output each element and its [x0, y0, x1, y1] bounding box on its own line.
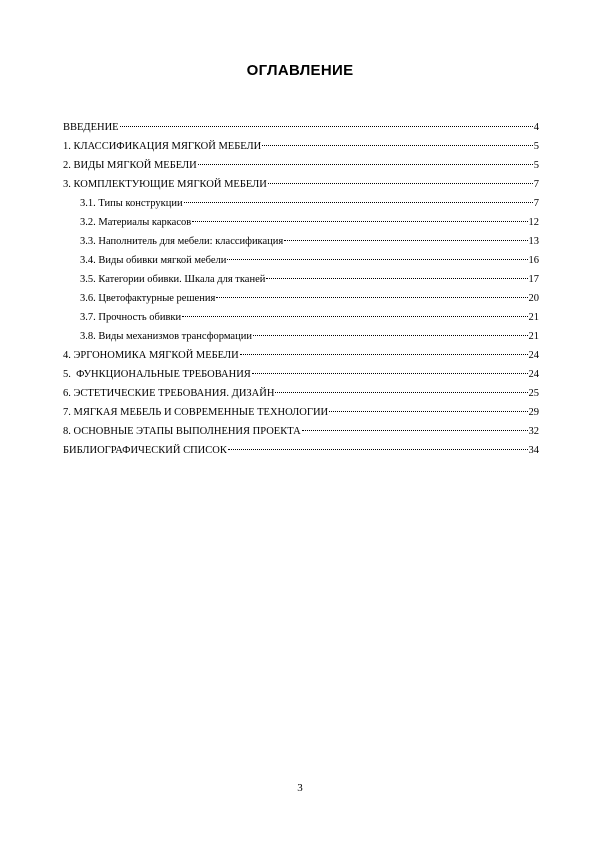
toc-entry-label: 3.8. Виды механизмов трансформации [80, 331, 252, 342]
toc-entry-label: БИБЛИОГРАФИЧЕСКИЙ СПИСОК [63, 445, 227, 456]
toc-entry-page: 16 [528, 255, 539, 266]
toc-entry-label: 1. КЛАССИФИКАЦИЯ МЯГКОЙ МЕБЕЛИ [63, 141, 262, 152]
toc-entry-label: 3.7. Прочность обивки [80, 312, 182, 323]
toc-entry-page: 5 [533, 160, 539, 171]
toc-entry-label: 7. МЯГКАЯ МЕБЕЛЬ И СОВРЕМЕННЫЕ ТЕХНОЛОГИИ [63, 407, 329, 418]
toc-entry[interactable] [63, 365, 539, 384]
toc-entry-label: 6. ЭСТЕТИЧЕСКИЕ ТРЕБОВАНИЯ. ДИЗАЙН [63, 388, 275, 399]
dot-leader [227, 259, 527, 260]
toc-entry-label: 3.2. Материалы каркасов [80, 217, 192, 228]
dot-leader [253, 335, 528, 336]
dot-leader [302, 430, 528, 431]
dot-leader [268, 183, 533, 184]
toc-entry-page: 17 [528, 274, 539, 285]
toc-entry-label: ВВЕДЕНИЕ [63, 122, 119, 133]
toc-entry-page: 4 [533, 122, 539, 133]
toc-entry[interactable] [63, 422, 539, 441]
toc-subentry[interactable] [63, 213, 539, 232]
dot-leader [192, 221, 527, 222]
dot-leader [275, 392, 527, 393]
toc-entry[interactable] [63, 441, 539, 460]
toc-entry-page: 7 [533, 198, 539, 209]
toc-entry-label: 3.4. Виды обивки мягкой мебели [80, 255, 227, 266]
toc-entry[interactable] [63, 346, 539, 365]
dot-leader [252, 373, 528, 374]
toc-subentry[interactable] [63, 194, 539, 213]
toc-subentry[interactable] [63, 289, 539, 308]
toc-entry[interactable] [63, 156, 539, 175]
toc-title: ОГЛАВЛЕНИЕ [246, 62, 354, 79]
toc-entry-label: 3.5. Категории обивки. Шкала для тканей [80, 274, 266, 285]
toc-entry-label: 4. ЭРГОНОМИКА МЯГКОЙ МЕБЕЛИ [63, 350, 239, 361]
toc-entry[interactable] [63, 384, 539, 403]
toc-entry-label: 2. ВИДЫ МЯГКОЙ МЕБЕЛИ [63, 160, 197, 171]
toc-entry[interactable] [63, 137, 539, 156]
toc-subentry[interactable] [63, 308, 539, 327]
toc-subentry[interactable] [63, 251, 539, 270]
toc-entry-page: 24 [528, 350, 539, 361]
dot-leader [120, 126, 533, 127]
dot-leader [284, 240, 527, 241]
toc-entry-page: 32 [528, 426, 539, 437]
dot-leader [329, 411, 527, 412]
toc-list [63, 118, 539, 460]
toc-entry-page: 34 [528, 445, 539, 456]
dot-leader [216, 297, 527, 298]
toc-subentry[interactable] [63, 232, 539, 251]
toc-entry-label: 3. КОМПЛЕКТУЮЩИЕ МЯГКОЙ МЕБЕЛИ [63, 179, 267, 190]
toc-subentry[interactable] [63, 327, 539, 346]
toc-entry-label: 8. ОСНОВНЫЕ ЭТАПЫ ВЫПОЛНЕНИЯ ПРОЕКТА [63, 426, 301, 437]
page-number: 3 [297, 782, 303, 794]
toc-entry-page: 20 [528, 293, 539, 304]
toc-entry-label: 3.3. Наполнитель для мебели: классификация [80, 236, 284, 247]
toc-entry-page: 24 [528, 369, 539, 380]
toc-entry-label: 3.1. Типы конструкции [80, 198, 183, 209]
toc-entry-page: 21 [528, 312, 539, 323]
toc-entry-page: 12 [528, 217, 539, 228]
toc-entry-page: 25 [528, 388, 539, 399]
dot-leader [182, 316, 527, 317]
dot-leader [266, 278, 527, 279]
toc-entry[interactable] [63, 118, 539, 137]
dot-leader [240, 354, 528, 355]
toc-entry-page: 29 [528, 407, 539, 418]
toc-entry[interactable] [63, 175, 539, 194]
dot-leader [198, 164, 533, 165]
dot-leader [184, 202, 533, 203]
toc-entry-page: 7 [533, 179, 539, 190]
toc-entry-page: 21 [528, 331, 539, 342]
dot-leader [262, 145, 533, 146]
toc-entry-page: 5 [533, 141, 539, 152]
dot-leader [228, 449, 528, 450]
toc-entry[interactable] [63, 403, 539, 422]
toc-entry-label: 3.6. Цветофактурные решения [80, 293, 216, 304]
toc-entry-label: 5. ФУНКЦИОНАЛЬНЫЕ ТРЕБОВАНИЯ [63, 369, 251, 380]
toc-entry-page: 13 [528, 236, 539, 247]
toc-subentry[interactable] [63, 270, 539, 289]
